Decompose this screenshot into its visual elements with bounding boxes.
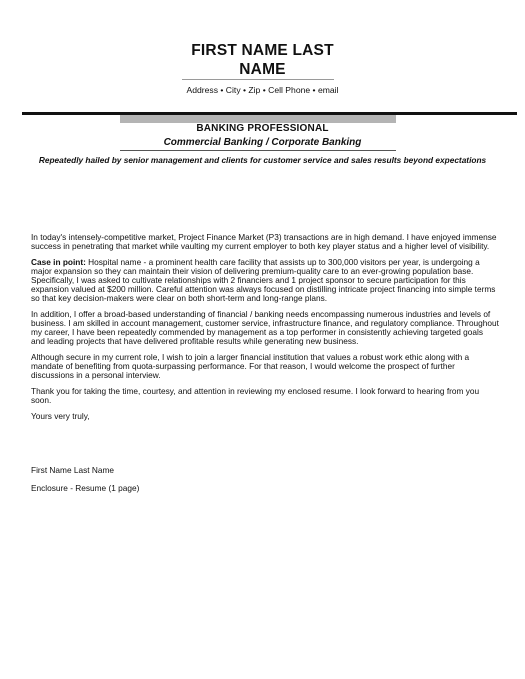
letter-paragraph-case [31,258,499,303]
signature-name: First Name Last Name [31,465,114,475]
professional-title: BANKING PROFESSIONAL [196,123,329,134]
case-in-point-label: Case in point: [31,257,86,267]
applicant-name-line1: FIRST NAME LAST [191,42,334,59]
letter-paragraph-skills: In addition, I offer a broad-based understanding of financial / banking needs encompassing numerous industries and levels of business. I am skilled in account management, customer service, infrastructure finance, and regulatory compliance. Throughout my career, I have been repeatedly commended by management as a top performer in consistently achieving targeted goals and leading projects that have delivered profitable results while generating new business. [31,309,499,346]
enclosure-note: Enclosure - Resume (1 page) [31,483,140,493]
letter-body [31,233,499,428]
tagline: Repeatedly hailed by senior management and clients for customer service and sales results beyond expectations [38,155,487,165]
title-shading-bar [120,115,396,123]
letter-closing: Yours very truly, [31,411,90,421]
case-in-point-text: Hospital name - a prominent health care facility that assists up to 300,000 visitors per year, is undergoing a major expansion so they can maintain their vision of delivering premium-quality care to an ever-growing population base. Specifically, I was asked to cultivate relationships with 2 financiers and 1 project sponsor to secure participation for this expansion valued at $200 million. Careful attention was always focused on distilling intricate project financing into simple terms so that key decision-makers were clear on both short-term and long-range plans. [31,257,496,303]
contact-line: Address • City • Zip • Cell Phone • email [186,85,339,95]
professional-subtitle: Commercial Banking / Corporate Banking [163,137,362,148]
letter-paragraph-intro: In today's intensely-competitive market, Project Finance Market (P3) transactions are in high demand. I have enjoyed immense success in penetrating that market while vaulting my current employer to both key player status and a higher level of visibility. [31,232,497,251]
letter-paragraph-motivation: Although secure in my current role, I wish to join a larger financial institution that values a robust work ethic along with a mandate of benefiting from quota-surpassing performance. For that reason, I would welcome the prospect of further discussions in a personal interview. [31,352,470,380]
letter-paragraph-thanks: Thank you for taking the time, courtesy, and attention in reviewing my enclosed resume. I look forward to hearing from you soon. [31,386,480,405]
applicant-name-line2: NAME [239,61,286,78]
title-divider [120,150,396,151]
name-divider [182,79,334,80]
